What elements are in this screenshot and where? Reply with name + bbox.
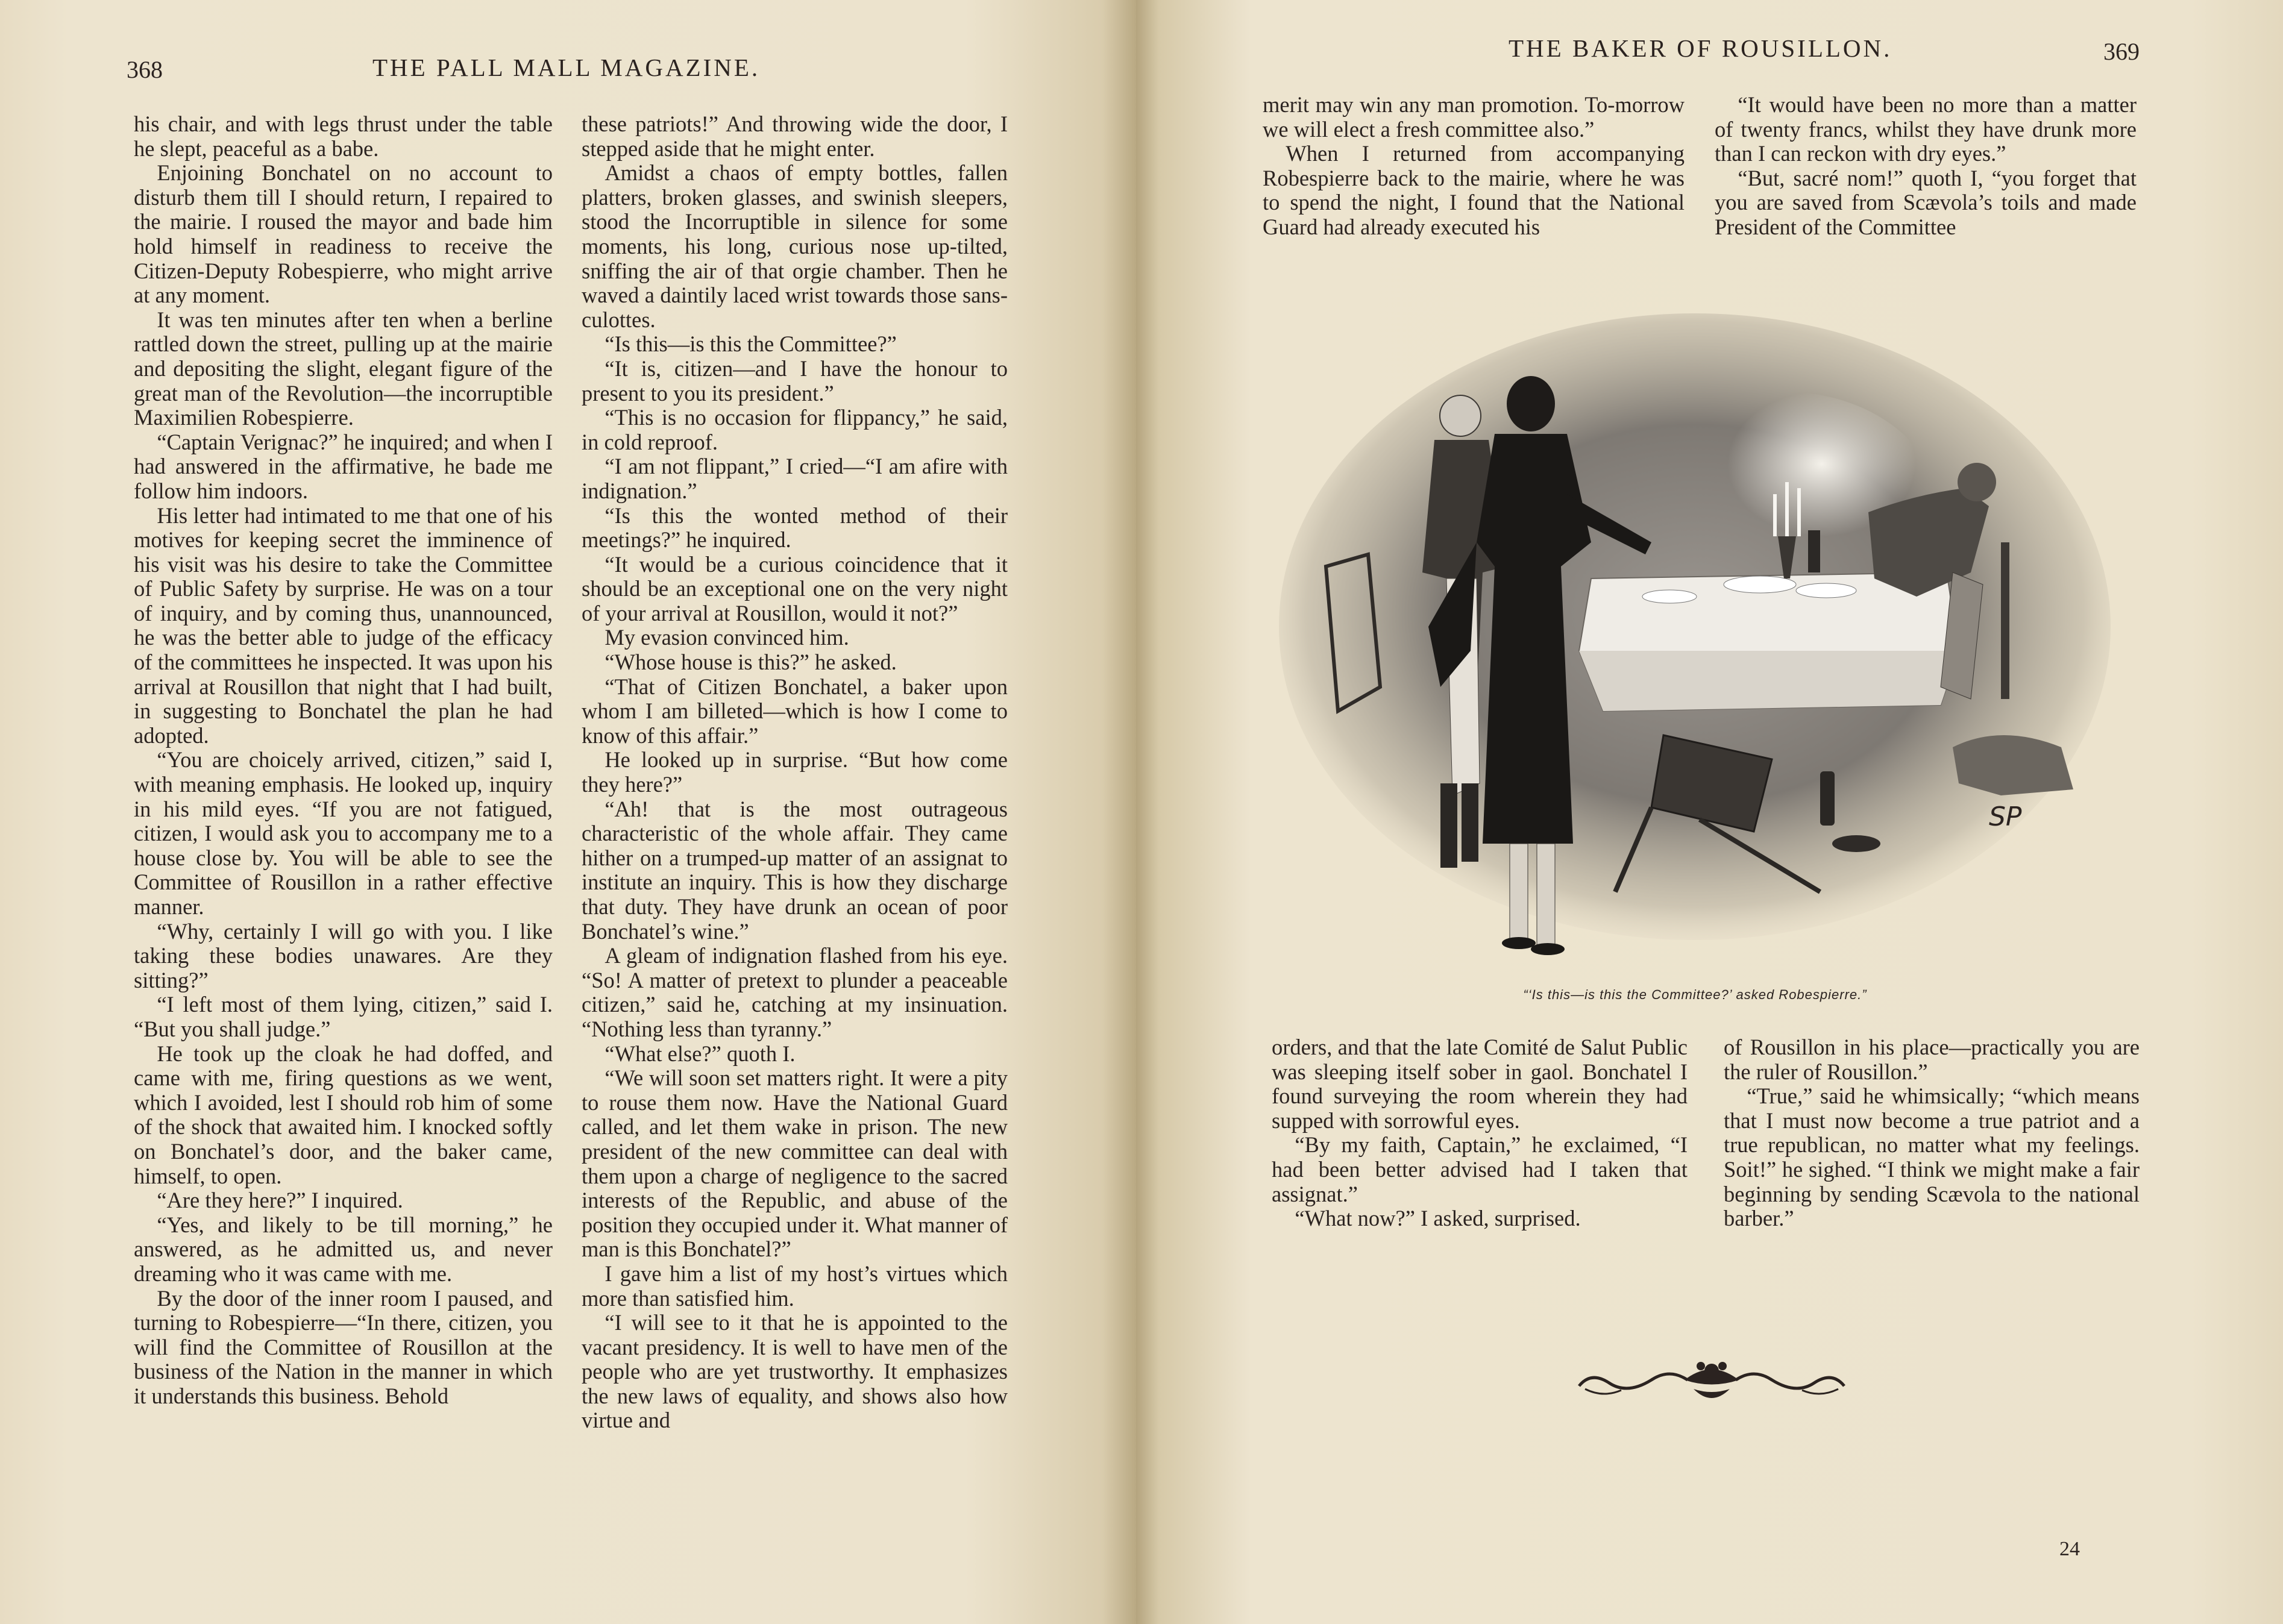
text-column-1	[134, 112, 553, 1408]
paragraph: “But, sacré nom!” quoth I, “you forget that you are saved from Scævola’s toils and made President of the Committee	[1715, 165, 2137, 239]
paragraph: I gave him a list of my host’s virtues which more than satisfied him.	[582, 1261, 1008, 1311]
paragraph: A gleam of indignation flashed from his eye. “So! A matter of pretext to plunder a peaceable citizen,” said he, catching at my insinuation. “Nothing less than tyranny.”	[582, 943, 1008, 1041]
paragraph: “True,” said he whimsically; “which means that I must now become a true patriot and a true republican, no matter what my feelings. Soit!” he sighed. “I think we might make a fair beginning by sending Scævola to the national barber.”	[1724, 1083, 2140, 1231]
paragraph: By the door of the inner room I paused, and turning to Robespierre—“In there, citizen, you will find the Committee of Rousillon at the business of the Nation in the manner in which it understands this business. Behold	[134, 1285, 553, 1408]
paragraph: these patriots!” And throwing wide the door, I stepped aside that he might enter.	[582, 111, 1008, 161]
paragraph: His letter had intimated to me that one of his motives for keeping secret the imminence of his visit was his desire to take the Committee of Public Safety by surprise. He was on a tour of inquiry, and by coming thus, unannounced, he was the better able to judge of the efficacy of the committees he inspected. It was upon his arrival at Rousillon that night that I had built, in suggesting to Bonchatel the plan he had adopted.	[134, 503, 553, 748]
paragraph: “What else?” quoth I.	[605, 1041, 796, 1066]
page-number: 369	[2103, 38, 2140, 65]
paragraph: “Yes, and likely to be till morning,” he answered, as he admitted us, and never dreaming who it was came with me.	[134, 1212, 553, 1286]
paragraph: “By my faith, Captain,” he exclaimed, “I had been better advised had I taken that assignat.”	[1272, 1132, 1688, 1206]
paragraph: “Is this the wonted method of their meetings?” he inquired.	[582, 503, 1008, 553]
paragraph: “What now?” I asked, surprised.	[1295, 1206, 1581, 1231]
paragraph: “It is, citizen—and I have the honour to present to you its president.”	[582, 356, 1008, 406]
paragraph: “That of Citizen Bonchatel, a baker upon whom I am billeted—which is how I come to know of this affair.”	[582, 674, 1008, 748]
paragraph: When I returned from accompanying Robespierre back to the mairie, where he was to spend the night, I found that the National Guard had already executed his	[1263, 141, 1685, 239]
paragraph: “Are they here?” I inquired.	[157, 1188, 403, 1213]
illustration-engraving	[1278, 313, 2112, 970]
paragraph: merit may win any man promotion. To-morrow we will elect a fresh committee also.”	[1263, 92, 1685, 142]
text-column-2	[582, 112, 1008, 1433]
paragraph: “You are choicely arrived, citizen,” said I, with meaning emphasis. He looked up, inquiry in his mild eyes. “If you are not fatigued, citizen, I would ask you to accompany me to a house close by. You will be able to see the Committee of Rousillon in a rather effective manner.	[134, 747, 553, 919]
paragraph: He looked up in surprise. “But how come they here?”	[582, 747, 1008, 797]
paragraph: “I am not flippant,” I cried—“I am afire with indignation.”	[582, 454, 1008, 503]
paragraph: “This is no occasion for flippancy,” he said, in cold reproof.	[582, 405, 1008, 454]
signature-mark: 24	[2059, 1538, 2080, 1560]
paragraph: “It would have been no more than a matter of twenty francs, whilst they have drunk more than I can reckon with dry eyes.”	[1715, 92, 2137, 166]
paragraph: of Rousillon in his place—practically you are the ruler of Rousillon.”	[1724, 1035, 2140, 1084]
text-column-2-bottom	[1724, 1035, 2140, 1231]
illustration-caption: “‘Is this—is this the Committee?’ asked Robespierre.”	[1523, 987, 1867, 1002]
paragraph: “Why, certainly I will go with you. I like taking these bodies unawares. Are they sitting?”	[134, 918, 553, 992]
paragraph: his chair, and with legs thrust under the table he slept, peaceful as a babe.	[134, 111, 553, 161]
paragraph: “Is this—is this the Committee?”	[605, 331, 897, 357]
paragraph: “We will soon set matters right. It were a pity to rouse them now. Have the National Guard called, and let them wake in prison. The new president of the new committee can deal with them upon a charge of negligence to the sacred interests of the Republic, and abuse of the position they occupied under it. What manner of man is this Bonchatel?”	[582, 1065, 1008, 1262]
paragraph: “Ah! that is the most outrageous characteristic of the whole affair. They came hither on a trumped-up matter of an assignat to institute an inquiry. This is how they discharge that duty. They have drunk an ocean of poor Bonchatel’s wine.”	[582, 796, 1008, 944]
tailpiece-ornament	[1567, 1353, 1856, 1407]
text-column-1-top	[1263, 93, 1685, 240]
paragraph: “Whose house is this?” he asked.	[605, 650, 897, 675]
paragraph: Enjoining Bonchatel on no account to disturb them till I should return, I repaired to the mairie. I roused the mayor and bade him hold himself in readiness to receive the Citizen-Deputy Robespierre, who might arrive at any moment.	[134, 160, 553, 308]
paragraph: He took up the cloak he had doffed, and came with me, firing questions as we went, which I avoided, lest I should rob him of some of the shock that awaited him. I knocked softly on Bonchatel’s door, and the baker came, himself, to open.	[134, 1041, 553, 1188]
paragraph: It was ten minutes after ten when a berline rattled down the street, pulling up at the mairie and depositing the slight, elegant figure of the great man of the Revolution—the incorruptible Maximilien Robespierre.	[134, 307, 553, 430]
paragraph: “Captain Verignac?” he inquired; and when I had answered in the affirmative, he bade me follow him indoors.	[134, 429, 553, 503]
running-head: THE BAKER OF ROUSILLON.	[1509, 34, 1892, 62]
paragraph: “It would be a curious coincidence that it should be an exceptional one on the very night of your arrival at Rousillon, would it not?”	[582, 551, 1008, 625]
paragraph: orders, and that the late Comité de Salut Public was sleeping itself sober in gaol. Bonchatel I found surveying the room wherein they had supped with sorrowful eyes.	[1272, 1035, 1688, 1133]
paragraph: “I left most of them lying, citizen,” said I. “But you shall judge.”	[134, 992, 553, 1041]
artist-monogram: SP	[1989, 801, 2022, 832]
text-column-1-bottom	[1272, 1035, 1688, 1231]
paragraph: “I will see to it that he is appointed to the vacant presidency. It is well to have men of the people who are yet trustworthy. It emphasizes the new laws of equality, and shows also how virtue and	[582, 1310, 1008, 1433]
running-head: THE PALL MALL MAGAZINE.	[372, 54, 761, 81]
text-column-2-top	[1715, 93, 2137, 240]
paragraph: My evasion convinced him.	[605, 625, 849, 650]
page-number: 368	[127, 56, 163, 83]
paragraph: Amidst a chaos of empty bottles, fallen platters, broken glasses, and swinish sleepers, stood the Incorruptible in silence for some moments, his long, curious nose up-tilted, sniffing the air of that orgie chamber. Then he waved a daintily laced wrist towards those sans-culottes.	[582, 160, 1008, 332]
left-page	[0, 0, 1136, 1624]
